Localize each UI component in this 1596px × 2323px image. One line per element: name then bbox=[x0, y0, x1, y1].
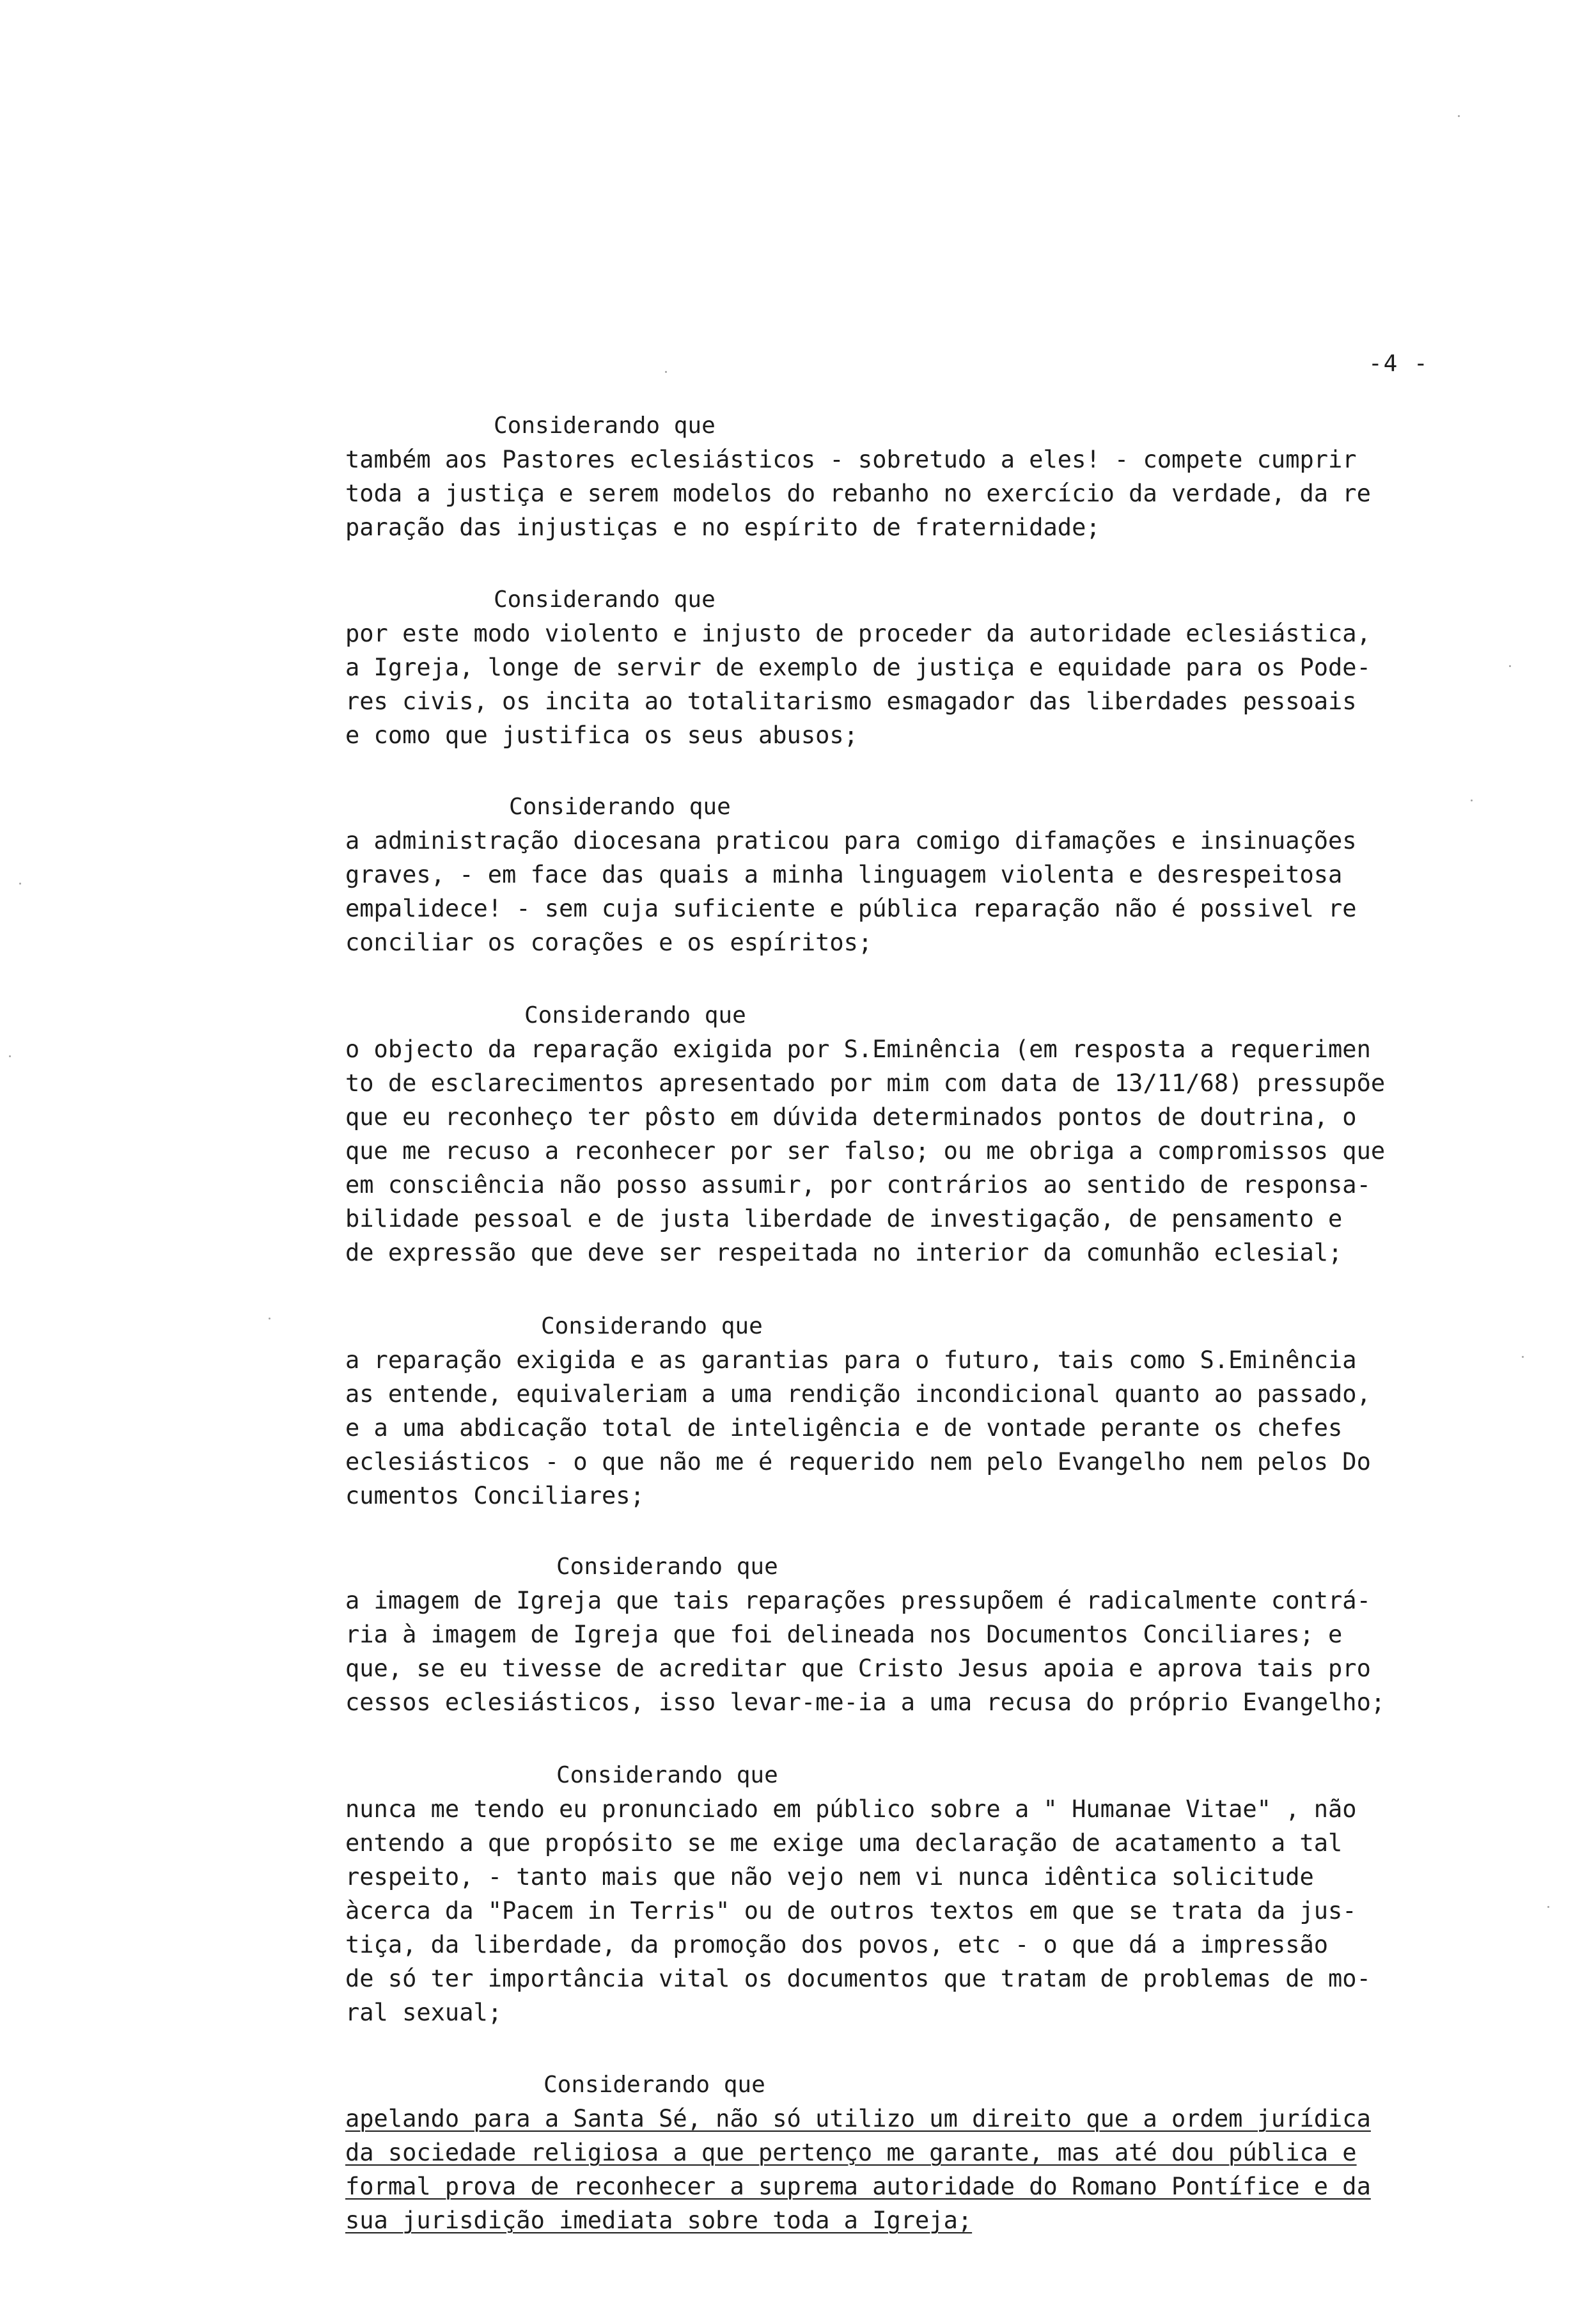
paragraph-line: o objecto da reparação exigida por S.Eminência (em resposta a requerimen bbox=[345, 1036, 1371, 1063]
paragraph-heading: Considerando que bbox=[556, 1554, 778, 1580]
paragraph-line: a imagem de Igreja que tais reparações pressupõem é radicalmente contrá- bbox=[345, 1587, 1371, 1614]
paragraph-line: ral sexual; bbox=[345, 1999, 503, 2026]
paragraph-heading: Considerando que bbox=[494, 413, 716, 439]
paragraph-line: por este modo violento e injusto de proceder da autoridade eclesiástica, bbox=[345, 620, 1371, 647]
paragraph-line: que eu reconheço ter pôsto em dúvida determinados pontos de doutrina, o bbox=[345, 1103, 1357, 1131]
paragraph-line: de só ter importância vital os documentos que tratam de problemas de mo- bbox=[345, 1965, 1371, 1992]
paragraph-line-underlined: sua jurisdição imediata sobre toda a Igreja; bbox=[345, 2207, 973, 2234]
paragraph-line-underlined: da sociedade religiosa a que pertenço me garante, mas até dou pública e bbox=[345, 2139, 1357, 2166]
paragraph-line: cessos eclesiásticos, isso levar-me-ia a uma recusa do próprio Evangelho; bbox=[345, 1689, 1386, 1716]
paragraph-heading: Considerando que bbox=[544, 2072, 765, 2098]
paragraph-line: também aos Pastores eclesiásticos - sobretudo a eles! - compete cumprir bbox=[345, 446, 1357, 473]
paragraph-heading: Considerando que bbox=[494, 587, 716, 613]
paragraph-1 bbox=[345, 409, 1458, 544]
paragraph-line: paração das injustiças e no espírito de fraternidade; bbox=[345, 514, 1100, 541]
scan-speck bbox=[9, 1055, 11, 1057]
paragraph-line: àcerca da "Pacem in Terris" ou de outros textos em que se trata da jus- bbox=[345, 1897, 1357, 1925]
paragraph-4 bbox=[345, 999, 1458, 1270]
paragraph-3 bbox=[345, 791, 1458, 959]
paragraph-line: e a uma abdicação total de inteligência e de vontade perante os chefes bbox=[345, 1414, 1343, 1442]
paragraph-line: a reparação exigida e as garantias para o futuro, tais como S.Eminência bbox=[345, 1346, 1357, 1374]
paragraph-line: ria à imagem de Igreja que foi delineada nos Documentos Conciliares; e bbox=[345, 1621, 1343, 1648]
paragraph-line-underlined: apelando para a Santa Sé, não só utilizo um direito que a ordem jurídica bbox=[345, 2105, 1371, 2132]
paragraph-line: bilidade pessoal e de justa liberdade de investigação, de pensamento e bbox=[345, 1205, 1343, 1232]
paragraph-line: as entende, equivaleriam a uma rendição incondicional quanto ao passado, bbox=[345, 1380, 1371, 1408]
paragraph-line-underlined: formal prova de reconhecer a suprema autoridade do Romano Pontífice e da bbox=[345, 2173, 1371, 2200]
paragraph-line: e como que justifica os seus abusos; bbox=[345, 721, 858, 749]
paragraph-heading: Considerando que bbox=[524, 1002, 746, 1028]
scan-speck bbox=[19, 883, 21, 885]
paragraph-line: entendo a que propósito se me exige uma declaração de acatamento a tal bbox=[345, 1829, 1343, 1857]
paragraph-7 bbox=[345, 1759, 1458, 2029]
paragraph-line: de expressão que deve ser respeitada no interior da comunhão eclesial; bbox=[345, 1239, 1343, 1266]
scan-speck bbox=[1547, 1906, 1549, 1908]
scan-speck bbox=[665, 371, 667, 373]
paragraph-line: respeito, - tanto mais que não vejo nem vi nunca idêntica solicitude bbox=[345, 1863, 1314, 1891]
paragraph-line: toda a justiça e serem modelos do rebanho no exercício da verdade, da re bbox=[345, 480, 1371, 507]
paragraph-line: to de esclarecimentos apresentado por mim com data de 13/11/68) pressupõe bbox=[345, 1069, 1386, 1097]
paragraph-8 bbox=[345, 2068, 1458, 2237]
page-number: -4 - bbox=[1368, 350, 1429, 377]
paragraph-line: empalidece! - sem cuja suficiente e pública reparação não é possivel re bbox=[345, 895, 1357, 922]
paragraph-5 bbox=[345, 1310, 1458, 1513]
scan-speck bbox=[1458, 115, 1460, 117]
paragraph-6 bbox=[345, 1550, 1458, 1719]
paragraph-line: que, se eu tivesse de acreditar que Cristo Jesus apoia e aprova tais pro bbox=[345, 1655, 1371, 1682]
scan-speck bbox=[1509, 665, 1511, 667]
paragraph-heading: Considerando que bbox=[541, 1313, 763, 1339]
scan-speck bbox=[1471, 799, 1473, 801]
paragraph-line: tiça, da liberdade, da promoção dos povos, etc - o que dá a impressão bbox=[345, 1931, 1329, 1958]
paragraph-line: em consciência não posso assumir, por contrários ao sentido de responsa- bbox=[345, 1171, 1371, 1199]
paragraph-line: res civis, os incita ao totalitarismo esmagador das liberdades pessoais bbox=[345, 688, 1357, 715]
paragraph-line: nunca me tendo eu pronunciado em público sobre a " Humanae Vitae" , não bbox=[345, 1795, 1357, 1823]
scan-speck bbox=[1522, 1356, 1524, 1358]
paragraph-line: graves, - em face das quais a minha linguagem violenta e desrespeitosa bbox=[345, 861, 1343, 888]
paragraph-line: a Igreja, longe de servir de exemplo de justiça e equidade para os Pode- bbox=[345, 654, 1371, 681]
paragraph-2 bbox=[345, 583, 1458, 752]
paragraph-line: cumentos Conciliares; bbox=[345, 1482, 645, 1509]
paragraph-line: a administração diocesana praticou para comigo difamações e insinuações bbox=[345, 827, 1357, 854]
paragraph-line: eclesiásticos - o que não me é requerido nem pelo Evangelho nem pelos Do bbox=[345, 1448, 1371, 1476]
paragraph-heading: Considerando que bbox=[556, 1762, 778, 1788]
paragraph-line: que me recuso a reconhecer por ser falso; ou me obriga a compromissos que bbox=[345, 1137, 1386, 1165]
paragraph-line: conciliar os corações e os espíritos; bbox=[345, 929, 873, 956]
scan-speck bbox=[269, 1318, 270, 1319]
paragraph-heading: Considerando que bbox=[509, 794, 731, 820]
